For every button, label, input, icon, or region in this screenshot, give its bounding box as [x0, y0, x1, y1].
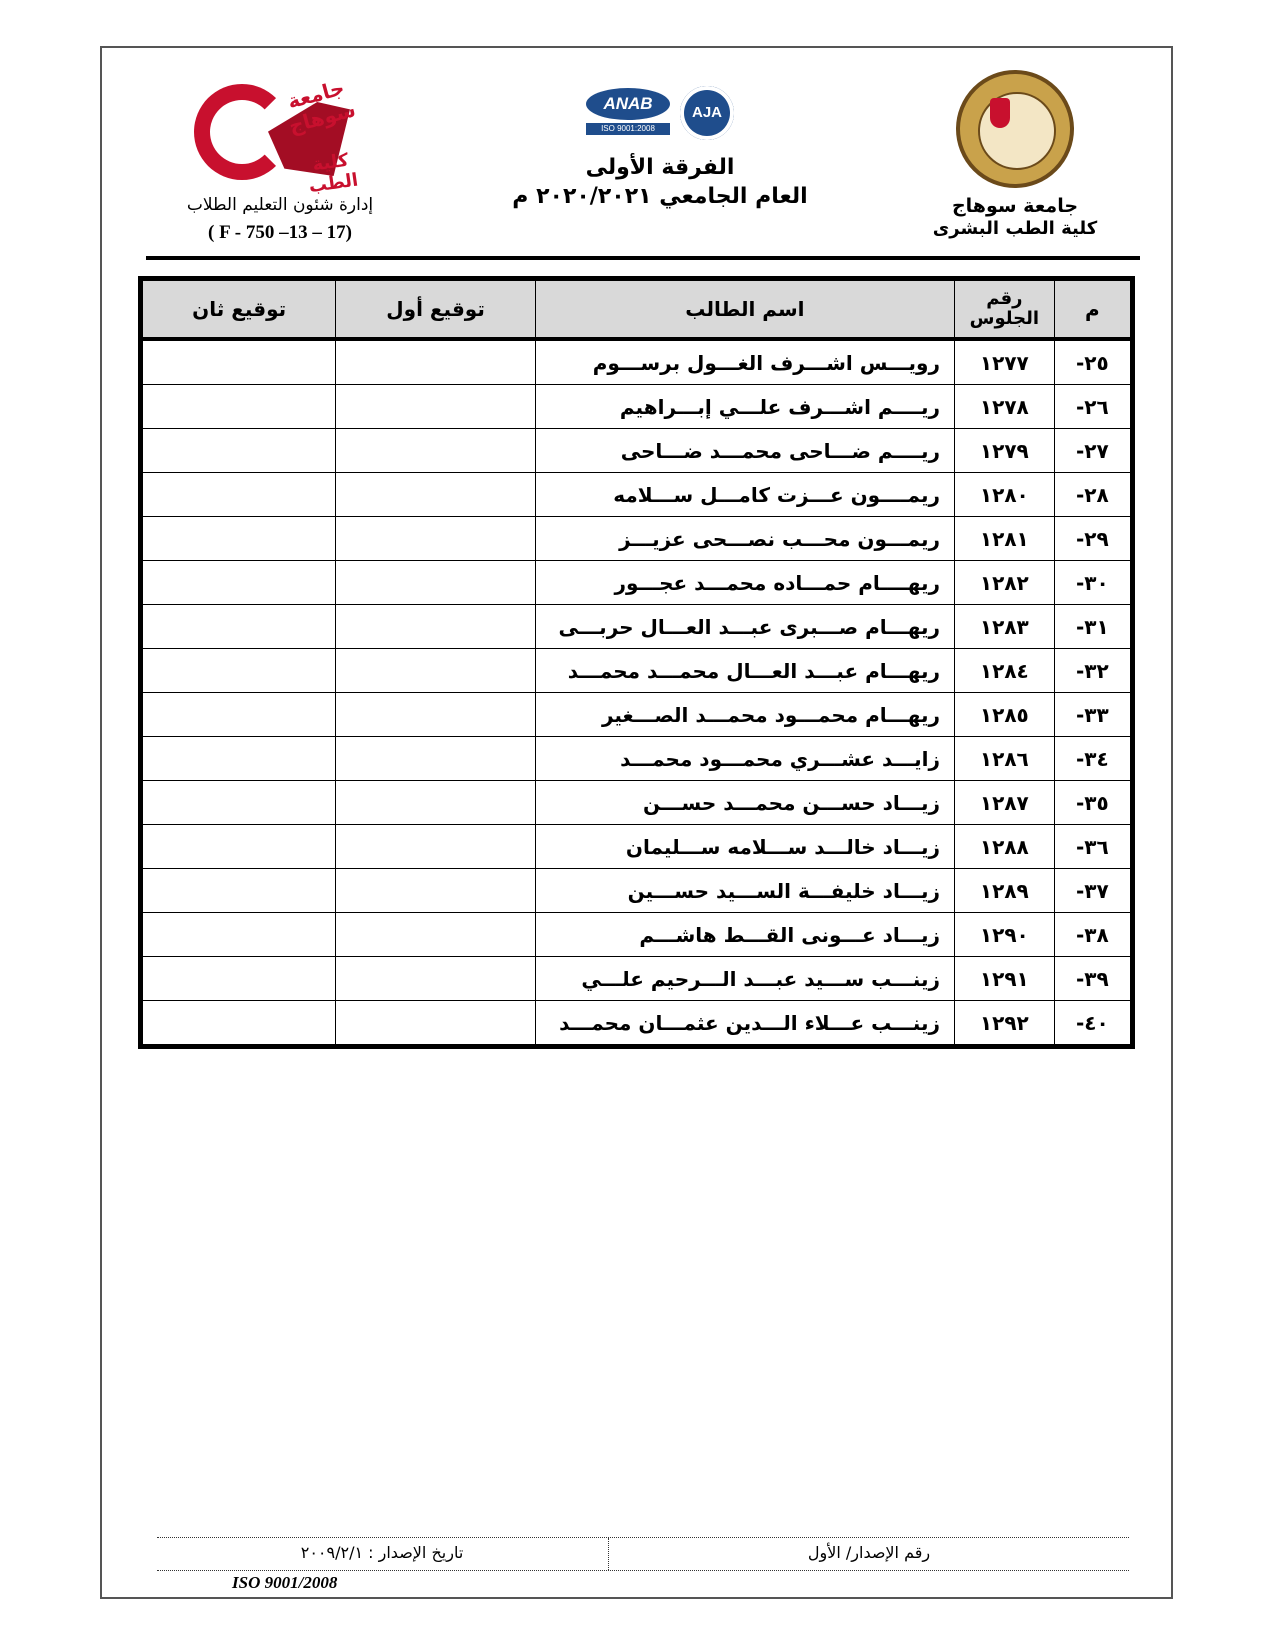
row-seat-number: ١٢٨٧	[954, 781, 1054, 825]
row-student-name: ريمـــون محـــب نصـــحى عزيـــز	[535, 517, 954, 561]
row-first-signature	[336, 385, 535, 429]
row-second-signature	[143, 869, 336, 913]
row-index: ٣١-	[1054, 605, 1130, 649]
row-index: ٣٦-	[1054, 825, 1130, 869]
row-second-signature	[143, 339, 336, 385]
table-row	[143, 561, 1131, 605]
row-first-signature	[336, 913, 535, 957]
faculty-name: كلية الطب البشرى	[932, 218, 1098, 239]
table-row	[143, 781, 1131, 825]
row-seat-number: ١٢٨٩	[954, 869, 1054, 913]
row-student-name: رويـــس اشـــرف الغـــول برســـوم	[535, 339, 954, 385]
table-row	[143, 429, 1131, 473]
row-student-name: زيـــاد خليفـــة الســـيد حســـين	[535, 869, 954, 913]
row-seat-number: ١٢٨١	[954, 517, 1054, 561]
form-code: ( F - 750 –13 – 17)	[208, 222, 352, 243]
issue-date: تاريخ الإصدار : ٢٠٠٩/٢/١	[300, 1543, 464, 1562]
footer	[157, 1537, 1129, 1571]
department-name: إدارة شئون التعليم الطلاب	[186, 195, 374, 215]
table-row	[143, 913, 1131, 957]
row-index: ٣٨-	[1054, 913, 1130, 957]
header-name: اسم الطالب	[535, 281, 954, 340]
row-student-name: ريــــم اشـــرف علـــي إبـــراهيم	[535, 385, 954, 429]
row-second-signature	[143, 605, 336, 649]
row-student-name: ريــــم ضـــاحى محمـــد ضـــاحى	[535, 429, 954, 473]
row-first-signature	[336, 825, 535, 869]
university-block	[905, 70, 1125, 240]
iso-footer: ISO 9001/2008	[232, 1573, 338, 1592]
row-seat-number: ١٢٧٨	[954, 385, 1054, 429]
academic-year: العام الجامعي ٢٠٢٠/٢٠٢١ م	[512, 184, 808, 209]
university-seal-logo	[956, 70, 1074, 188]
row-first-signature	[336, 605, 535, 649]
row-seat-number: ١٢٨٠	[954, 473, 1054, 517]
row-seat-number: ١٢٩٠	[954, 913, 1054, 957]
row-first-signature	[336, 693, 535, 737]
row-second-signature	[143, 429, 336, 473]
row-student-name: زينـــب ســـيد عبـــد الـــرحيم علـــي	[535, 957, 954, 1001]
row-index: ٢٦-	[1054, 385, 1130, 429]
row-index: ٢٧-	[1054, 429, 1130, 473]
row-first-signature	[336, 737, 535, 781]
row-second-signature	[143, 649, 336, 693]
table-row	[143, 693, 1131, 737]
row-student-name: زينـــب عـــلاء الـــدين عثمـــان محمـــد	[535, 1001, 954, 1045]
row-index: ٢٨-	[1054, 473, 1130, 517]
row-first-signature	[336, 517, 535, 561]
row-first-signature	[336, 649, 535, 693]
accreditation-badges	[510, 84, 810, 140]
row-second-signature	[143, 825, 336, 869]
table-row	[143, 473, 1131, 517]
row-first-signature	[336, 869, 535, 913]
row-first-signature	[336, 1001, 535, 1045]
row-student-name: ريهـــام محمـــود محمـــد الصـــغير	[535, 693, 954, 737]
row-second-signature	[143, 737, 336, 781]
row-first-signature	[336, 561, 535, 605]
row-student-name: زيـــاد خالـــد ســـلامه ســـليمان	[535, 825, 954, 869]
faculty-logo: جامعة سوهاج كلية الطب	[190, 82, 370, 182]
table-row	[143, 339, 1131, 385]
anab-logo: ANAB ISO 9001:2008	[586, 88, 670, 138]
row-first-signature	[336, 339, 535, 385]
row-second-signature	[143, 693, 336, 737]
row-student-name: ريهــــام حمـــاده محمـــد عجـــور	[535, 561, 954, 605]
table-row	[143, 605, 1131, 649]
table-row	[143, 649, 1131, 693]
table-row	[143, 825, 1131, 869]
table-row	[143, 517, 1131, 561]
row-seat-number: ١٢٩١	[954, 957, 1054, 1001]
row-seat-number: ١٢٨٦	[954, 737, 1054, 781]
table-row	[143, 385, 1131, 429]
header-divider	[146, 256, 1140, 260]
row-second-signature	[143, 561, 336, 605]
table-row	[143, 957, 1131, 1001]
table-row	[143, 737, 1131, 781]
header-sign2: توقيع ثان	[143, 281, 336, 340]
header-sign1: توقيع أول	[336, 281, 535, 340]
row-student-name: زايـــد عشـــري محمـــود محمـــد	[535, 737, 954, 781]
university-name: جامعة سوهاج	[951, 195, 1079, 217]
row-index: ٢٥-	[1054, 339, 1130, 385]
title-block	[510, 84, 810, 212]
level-title: الفرقة الأولى	[585, 155, 735, 180]
row-student-name: زيـــاد عـــونى القـــط هاشـــم	[535, 913, 954, 957]
table-header-row	[143, 281, 1131, 340]
table-row	[143, 1001, 1131, 1045]
row-index: ٣٩-	[1054, 957, 1130, 1001]
row-index: ٣٠-	[1054, 561, 1130, 605]
row-index: ٣٢-	[1054, 649, 1130, 693]
row-index: ٤٠-	[1054, 1001, 1130, 1045]
table-row	[143, 869, 1131, 913]
row-index: ٣٣-	[1054, 693, 1130, 737]
row-first-signature	[336, 473, 535, 517]
row-seat-number: ١٢٨٤	[954, 649, 1054, 693]
students-table	[138, 276, 1135, 1049]
row-second-signature	[143, 1001, 336, 1045]
row-seat-number: ١٢٩٢	[954, 1001, 1054, 1045]
aja-logo: AJA	[680, 86, 734, 140]
row-seat-number: ١٢٨٨	[954, 825, 1054, 869]
row-index: ٣٧-	[1054, 869, 1130, 913]
row-seat-number: ١٢٧٩	[954, 429, 1054, 473]
row-student-name: زيـــاد حســـن محمـــد حســـن	[535, 781, 954, 825]
row-second-signature	[143, 385, 336, 429]
row-seat-number: ١٢٨٥	[954, 693, 1054, 737]
header-seat: رقم الجلوس	[954, 281, 1054, 340]
row-student-name: ريهـــام عبـــد العـــال محمـــد محمـــد	[535, 649, 954, 693]
row-second-signature	[143, 473, 336, 517]
row-first-signature	[336, 957, 535, 1001]
row-second-signature	[143, 957, 336, 1001]
row-student-name: ريمــــون عـــزت كامـــل ســـلامه	[535, 473, 954, 517]
row-first-signature	[336, 781, 535, 825]
row-second-signature	[143, 781, 336, 825]
row-seat-number: ١٢٨٢	[954, 561, 1054, 605]
row-second-signature	[143, 517, 336, 561]
row-index: ٣٤-	[1054, 737, 1130, 781]
row-second-signature	[143, 913, 336, 957]
row-index: ٢٩-	[1054, 517, 1130, 561]
row-seat-number: ١٢٧٧	[954, 339, 1054, 385]
row-index: ٣٥-	[1054, 781, 1130, 825]
faculty-logo-block	[160, 75, 400, 244]
row-student-name: ريهـــام صـــبرى عبـــد العـــال حربـــى	[535, 605, 954, 649]
row-first-signature	[336, 429, 535, 473]
row-seat-number: ١٢٨٣	[954, 605, 1054, 649]
edition-number: رقم الإصدار/ الأول	[608, 1538, 1129, 1570]
header-index: م	[1054, 281, 1130, 340]
